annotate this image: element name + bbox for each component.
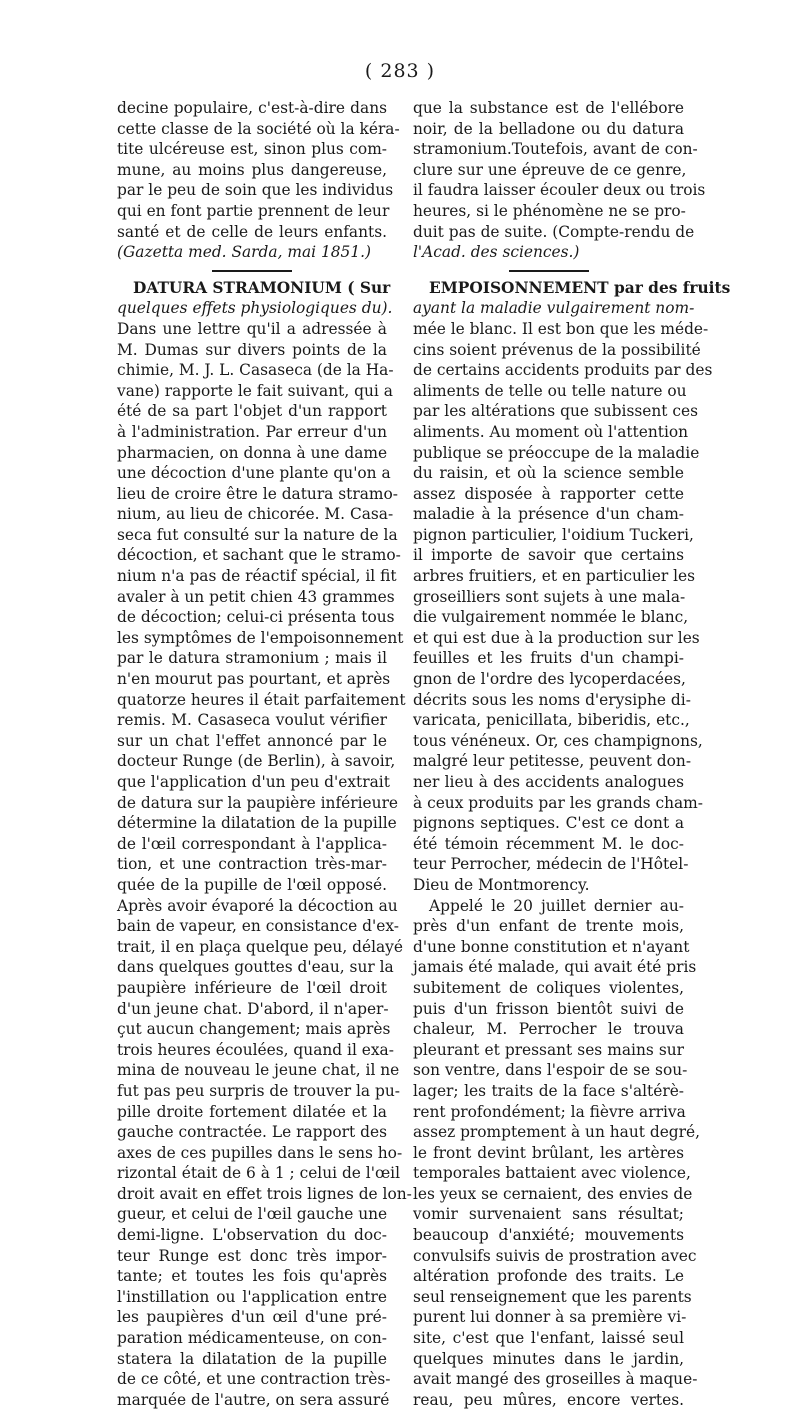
text-line: du raisin, et où la science semble: [413, 464, 684, 483]
text-line: de ce côté, et une contraction très-: [117, 1370, 391, 1389]
text-line: dans quelques gouttes d'eau, sur la: [117, 958, 394, 977]
text-line: les symptômes de l'empoisonnement: [117, 628, 404, 647]
text-line: pleurant et pressant ses mains sur: [413, 1040, 684, 1059]
text-line: purent lui donner à sa première vi-: [413, 1308, 687, 1327]
text-line: M. Dumas sur divers points de la: [117, 340, 387, 359]
text-line: tion, et une contraction très-mar-: [117, 855, 387, 874]
text-line: fut pas peu surpris de trouver la pu-: [117, 1081, 400, 1100]
text-line: teur Runge est donc très impor-: [117, 1246, 387, 1265]
text-line: beaucoup d'anxiété; mouvements: [413, 1226, 684, 1245]
text-line: avaler à un petit chien 43 grammes: [117, 587, 395, 606]
text-line: de certains accidents produits par des: [413, 361, 713, 380]
text-line: DATURA STRAMONIUM ( Sur: [133, 278, 391, 297]
text-line: puis d'un frisson bientôt suivi de: [413, 999, 684, 1018]
text-line: à l'administration. Par erreur d'un: [117, 422, 387, 441]
text-line: et qui est due à la production sur les: [413, 628, 700, 647]
text-line: altération profonde des traits. Le: [413, 1267, 684, 1286]
text-line: trois heures écoulées, quand il exa-: [117, 1040, 394, 1059]
text-line: rent profondément; la fièvre arriva: [413, 1102, 686, 1121]
text-line: l'Acad. des sciences.): [413, 243, 580, 262]
text-line: marquée de l'autre, on sera assuré: [117, 1390, 390, 1409]
text-line: tite ulcéreuse est, sinon plus com-: [117, 140, 387, 159]
text-line: décoction, et sachant que le stramo-: [117, 546, 401, 565]
text-line: de datura sur la paupière inférieure: [117, 793, 399, 812]
text-line: stramonium.Toutefois, avant de con-: [413, 140, 698, 159]
text-line: duit pas de suite. (Compte-rendu de: [413, 222, 695, 241]
text-line: pignon particulier, l'oidium Tuckeri,: [413, 525, 694, 544]
text-line: de décoction; celui-ci présenta tous: [117, 608, 395, 627]
text-line: cins soient prévenus de la possibilité: [413, 340, 701, 359]
text-line: cette classe de la société où la kéra-: [117, 119, 400, 138]
text-line: varicata, penicillata, biberidis, etc.,: [413, 711, 690, 730]
text-line: trait, il en plaça quelque peu, délayé: [117, 937, 403, 956]
text-line: de l'œil correspondant à l'applica-: [117, 834, 387, 853]
text-line: les yeux se cernaient, des envies de: [413, 1184, 693, 1203]
text-line: publique se préoccupe de la maladie: [413, 443, 700, 462]
text-line: noir, de la belladone ou du datura: [413, 119, 684, 138]
text-line: été témoin récemment M. le doc-: [413, 834, 684, 853]
page-number: ( 283 ): [364, 60, 436, 82]
text-line: quée de la pupille de l'œil opposé.: [117, 875, 387, 894]
text-line: çut aucun changement; mais après: [117, 1020, 391, 1039]
text-line: subitement de coliques violentes,: [413, 978, 684, 997]
text-line: tous vénéneux. Or, ces champignons,: [413, 731, 703, 750]
text-line: EMPOISONNEMENT par des fruits: [429, 278, 731, 297]
text-line: nium n'a pas de réactif spécial, il fit: [117, 567, 397, 586]
text-line: il importe de savoir que certains: [413, 546, 684, 565]
text-line: été de sa part l'objet d'un rapport: [117, 402, 387, 421]
text-line: gnon de l'ordre des lycoperdacées,: [413, 670, 686, 689]
text-line: decine populaire, c'est-à-dire dans: [117, 99, 387, 117]
text-line: décrits sous les noms d'erysiphe di-: [413, 690, 691, 709]
text-line: ayant la maladie vulgairement nom-: [413, 299, 695, 318]
text-line: vomir survenaient sans résultat;: [413, 1205, 684, 1224]
text-line: clure sur une épreuve de ce genre,: [413, 160, 687, 179]
text-line: quatorze heures il était parfaitement: [117, 690, 406, 709]
text-line: quelques effets physiologiques du).: [117, 299, 393, 318]
section-divider: [117, 263, 387, 278]
text-line: lieu de croire être le datura stramo-: [117, 484, 398, 503]
text-line: par les altérations que subissent ces: [413, 402, 698, 421]
text-line: gueur, et celui de l'œil gauche une: [117, 1205, 388, 1224]
text-line: qui en font partie prennent de leur: [117, 201, 390, 220]
text-line: axes de ces pupilles dans le sens ho-: [117, 1143, 403, 1162]
text-line: santé et de celle de leurs enfants.: [117, 222, 387, 241]
text-line: teur Perrocher, médecin de l'Hôtel-: [413, 855, 689, 874]
text-line: paupière inférieure de l'œil droit: [117, 978, 387, 997]
text-line: mune, au moins plus dangereuse,: [117, 160, 387, 179]
text-line: demi-ligne. L'observation du doc-: [117, 1226, 387, 1245]
text-line: maladie à la présence d'un cham-: [413, 505, 684, 524]
text-line: quelques minutes dans le jardin,: [413, 1349, 684, 1368]
text-line: pharmacien, on donna à une dame: [117, 443, 388, 462]
text-line: remis. M. Casaseca voulut vérifier: [117, 711, 387, 730]
text-line: son ventre, dans l'espoir de se sou-: [413, 1061, 688, 1080]
text-line: une décoction d'une plante qu'on a: [117, 464, 391, 483]
text-line: seca fut consulté sur la nature de la: [117, 525, 398, 544]
text-line: groseilliers sont sujets à une mala-: [413, 587, 686, 606]
right-column: [413, 98, 731, 1410]
text-line: il faudra laisser écouler deux ou trois: [413, 181, 706, 200]
section-divider: [413, 263, 684, 278]
text-line: mina de nouveau le jeune chat, il ne: [117, 1061, 400, 1080]
text-line: convulsifs suivis de prostration avec: [413, 1246, 697, 1265]
text-line: seul renseignement que les parents: [413, 1287, 692, 1306]
text-line: heures, si le phénomène ne se pro-: [413, 201, 686, 220]
text-line: Après avoir évaporé la décoction au: [117, 896, 398, 915]
text-line: chaleur, M. Perrocher le trouva: [413, 1020, 684, 1039]
text-line: site, c'est que l'enfant, laissé seul: [413, 1329, 684, 1348]
text-line: que l'application d'un peu d'extrait: [117, 773, 390, 791]
text-line: pille droite fortement dilatée et la: [117, 1102, 387, 1121]
text-line: assez promptement à un haut degré,: [413, 1123, 701, 1142]
text-line: mée le blanc. Il est bon que les méde-: [413, 319, 709, 338]
text-line: docteur Runge (de Berlin), à savoir,: [117, 752, 396, 771]
text-line: droit avait en effet trois lignes de lon-: [117, 1184, 412, 1203]
text-line: rizontal était de 6 à 1 ; celui de l'œil: [117, 1164, 401, 1183]
text-line: par le datura stramonium ; mais il: [117, 649, 387, 668]
text-line: statera la dilatation de la pupille: [117, 1349, 387, 1368]
text-line: reau, peu mûres, encore vertes.: [413, 1390, 684, 1409]
text-line: temporales battaient avec violence,: [413, 1164, 691, 1183]
text-line: avait mangé des groseilles à maque-: [413, 1370, 698, 1389]
text-line: l'instillation ou l'application entre: [117, 1287, 387, 1306]
text-line: nium, au lieu de chicorée. M. Casa-: [117, 505, 394, 524]
text-line: jamais été malade, qui avait été pris: [413, 958, 697, 977]
text-line: Appelé le 20 juillet dernier au-: [429, 896, 684, 915]
text-line: d'une bonne constitution et n'ayant: [413, 937, 690, 956]
text-line: pignons septiques. C'est ce dont a: [413, 814, 684, 833]
text-line: die vulgairement nommée le blanc,: [413, 608, 689, 627]
text-line: arbres fruitiers, et en particulier les: [413, 567, 696, 586]
text-line: gauche contractée. Le rapport des: [117, 1123, 387, 1142]
text-line: ner lieu à des accidents analogues: [413, 773, 684, 791]
text-line: que la substance est de l'ellébore: [413, 99, 684, 117]
text-line: près d'un enfant de trente mois,: [413, 917, 684, 936]
text-line: aliments de telle ou telle nature ou: [413, 381, 687, 400]
text-line: malgré leur petitesse, peuvent don-: [413, 752, 692, 771]
text-line: bain de vapeur, en consistance d'ex-: [117, 917, 399, 936]
text-line: lager; les traits de la face s'altérè-: [413, 1081, 684, 1100]
text-line: feuilles et les fruits d'un champi-: [413, 649, 684, 668]
text-line: les paupières d'un œil d'une pré-: [117, 1308, 387, 1327]
text-line: paration médicamenteuse, on con-: [117, 1329, 387, 1348]
text-line: à ceux produits par les grands cham-: [413, 793, 703, 812]
text-line: par le peu de soin que les individus: [117, 181, 394, 200]
text-line: aliments. Au moment où l'attention: [413, 422, 689, 441]
text-line: sur un chat l'effet annoncé par le: [117, 731, 387, 750]
text-line: assez disposée à rapporter cette: [413, 484, 684, 503]
text-line: n'en mourut pas pourtant, et après: [117, 670, 391, 689]
text-line: (Gazetta med. Sarda, mai 1851.): [117, 243, 372, 262]
text-line: le front devint brûlant, les artères: [413, 1143, 684, 1162]
text-line: tante; et toutes les fois qu'après: [117, 1267, 387, 1286]
text-line: Dans une lettre qu'il a adressée à: [117, 319, 387, 338]
left-column: [117, 98, 412, 1410]
text-line: Dieu de Montmorency.: [413, 875, 590, 894]
text-line: chimie, M. J. L. Casaseca (de la Ha-: [117, 361, 394, 380]
text-line: vane) rapporte le fait suivant, qui a: [117, 381, 393, 400]
text-line: d'un jeune chat. D'abord, il n'aper-: [117, 999, 389, 1018]
text-line: détermine la dilatation de la pupille: [117, 814, 397, 833]
